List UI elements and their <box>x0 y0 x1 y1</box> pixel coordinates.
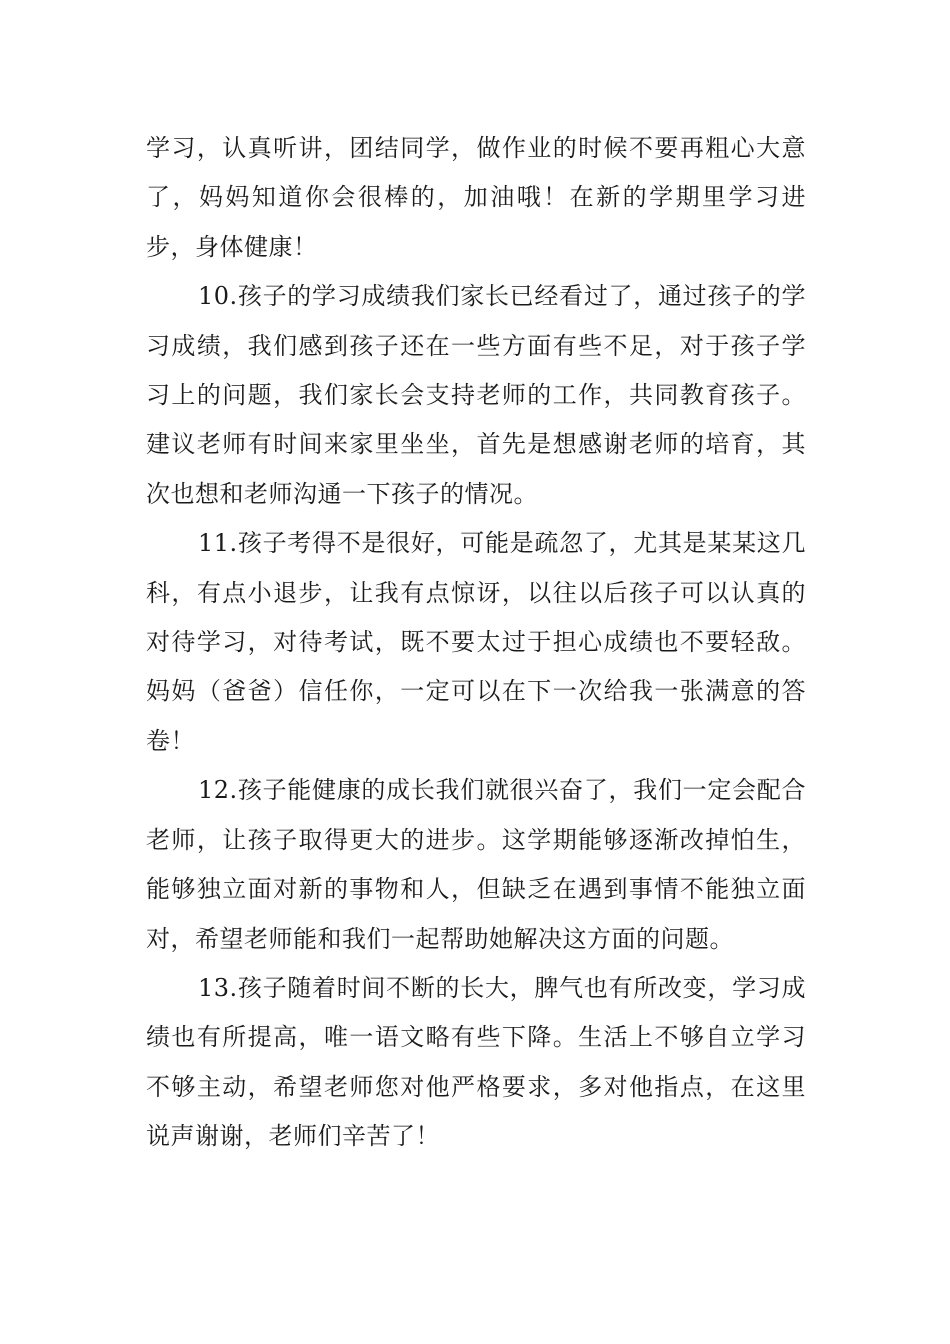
paragraph-item-10: 10.孩子的学习成绩我们家长已经看过了，通过孩子的学习成绩，我们感到孩子还在一些方面有些不足，对于孩子学习上的问题，我们家长会支持老师的工作，共同教育孩子。建议老师有时间来家里坐坐，首先是想感谢老师的培育，其次也想和老师沟通一下孩子的情况。 <box>146 282 806 508</box>
paragraph-continuation: 学习，认真听讲，团结同学，做作业的时候不要再粗心大意了，妈妈知道你会很棒的，加油哦！在新的学期里学习进步，身体健康！ <box>146 134 806 261</box>
paragraph-item-12: 12.孩子能健康的成长我们就很兴奋了，我们一定会配合老师，让孩子取得更大的进步。这学期能够逐渐改掉怕生，能够独立面对新的事物和人，但缺乏在遇到事情不能独立面对，希望老师能和我们一起帮助她解决这方面的问题。 <box>146 776 806 953</box>
document-body <box>146 124 806 1162</box>
paragraph-item-11: 11.孩子考得不是很好，可能是疏忽了，尤其是某某这几科，有点小退步，让我有点惊讶，以往以后孩子可以认真的对待学习，对待考试，既不要太过于担心成绩也不要轻敌。妈妈（爸爸）信任你，一定可以在下一次给我一张满意的答卷！ <box>146 529 806 755</box>
paragraph-item-13: 13.孩子随着时间不断的长大，脾气也有所改变，学习成绩也有所提高，唯一语文略有些下降。生活上不够自立学习不够主动，希望老师您对他严格要求，多对他指点，在这里说声谢谢，老师们辛苦了！ <box>146 973 806 1151</box>
